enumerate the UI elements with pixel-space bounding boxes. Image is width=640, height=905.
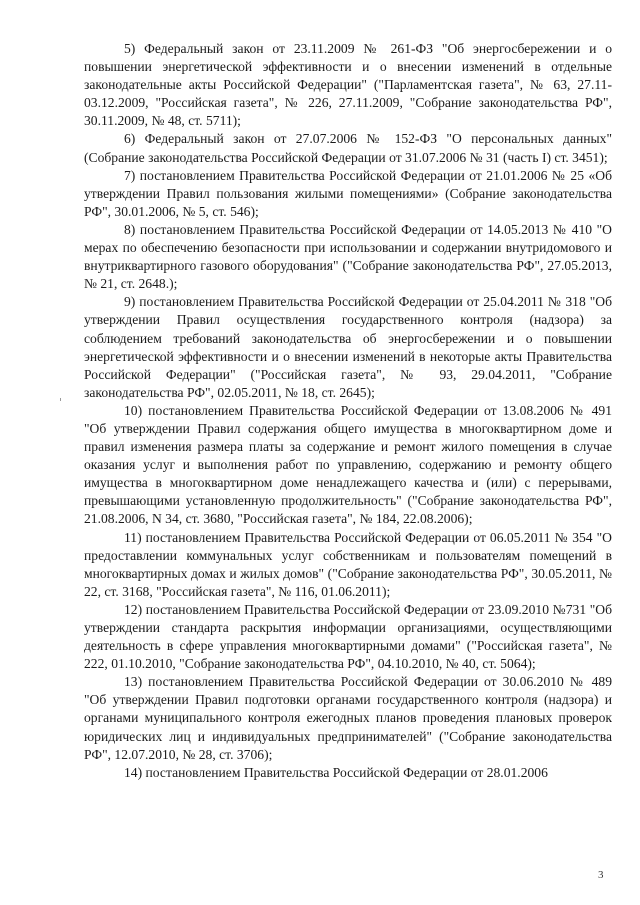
paragraph-12: 12) постановлением Правительства Российской Федерации от 23.09.2010 №731 "Об утверждении стандарта раскрытия информации организациями, осуществляющими деятельность в сфере управления многоквартирными домами" ("Российская газета", № 222, 01.10.2010, "Собрание законодательства РФ", 04.10.2010, № 40, ст. 5064); [84,601,612,672]
document-body [84,40,612,782]
paragraph-9: 9) постановлением Правительства Российской Федерации от 25.04.2011 № 318 "Об утверждении Правил осуществления государственного контроля (надзора) за соблюдением требований законодательства об энергосбережении и о повышении энергетической эффективности и о внесении изменений в некоторые акты Правительства Российской Федерации" ("Российская газета", № 93, 29.04.2011, "Собрание законодательства РФ", 02.05.2011, № 18, ст. 2645); [84,294,612,400]
paragraph-6: 6) Федеральный закон от 27.07.2006 № 152-ФЗ "О персональных данных" (Собрание законодательства Российской Федерации от 31.07.2006 № 31 (часть I) ст. 3451); [84,131,612,165]
paragraph-11: 11) постановлением Правительства Российской Федерации от 06.05.2011 № 354 "О предоставлении коммунальных услуг собственникам и пользователям помещений в многоквартирных домах и жилых домов" ("Собрание законодательства РФ", 30.05.2011, № 22, ст. 3168, "Российская газета", № 116, 01.06.2011); [84,529,612,599]
paragraph-7: 7) постановлением Правительства Российской Федерации от 21.01.2006 № 25 «Об утверждении Правил пользования жилыми помещениями» (Собрание законодательства РФ", 30.01.2006, № 5, ст. 546); [84,167,612,219]
paragraph-14: 14) постановлением Правительства Российской Федерации от 28.01.2006 [124,764,548,780]
paragraph-8: 8) постановлением Правительства Российской Федерации от 14.05.2013 № 410 "О мерах по обеспечению безопасности при использовании и содержании внутридомового и внутриквартирного газового оборудования" ("Собрание законодательства РФ", 27.05.2013, № 21, ст. 2648.); [84,221,612,292]
paragraph-10: 10) постановлением Правительства Российской Федерации от 13.08.2006 № 491 "Об утверждении Правил содержания общего имущества в многоквартирном доме и правил изменения размера платы за содержание и ремонт жилого помещения в случае оказания услуг и выполнения работ по управлению, содержанию и ремонту общего имущества в многоквартирном доме ненадлежащего качества и (или) с перерывами, превышающими установленную продолжительность" ("Собрание законодательства РФ", 21.08.2006, N 34, ст. 3680, "Российская газета", № 184, 22.08.2006); [84,402,612,527]
paragraph-5: 5) Федеральный закон от 23.11.2009 № 261-ФЗ "Об энергосбережении и о повышении энергетической эффективности и о внесении изменений в отдельные законодательные акты Российской Федерации" ("Парламентская газета", № 63, 27.11-03.12.2009, "Российская газета", № 226, 27.11.2009, "Собрание законодательства РФ", 30.11.2009, № 48, ст. 5711); [84,41,612,129]
scan-mark [60,398,61,401]
page-number: 3 [598,869,604,881]
paragraph-13: 13) постановлением Правительства Российской Федерации от 30.06.2010 № 489 "Об утверждении Правил подготовки органами государственного контроля (надзора) и органами муниципального контроля ежегодных планов проведения плановых проверок юридических лиц и индивидуальных предпринимателей" ("Собрание законодательства РФ", 12.07.2010, № 28, ст. 3706); [84,674,612,762]
